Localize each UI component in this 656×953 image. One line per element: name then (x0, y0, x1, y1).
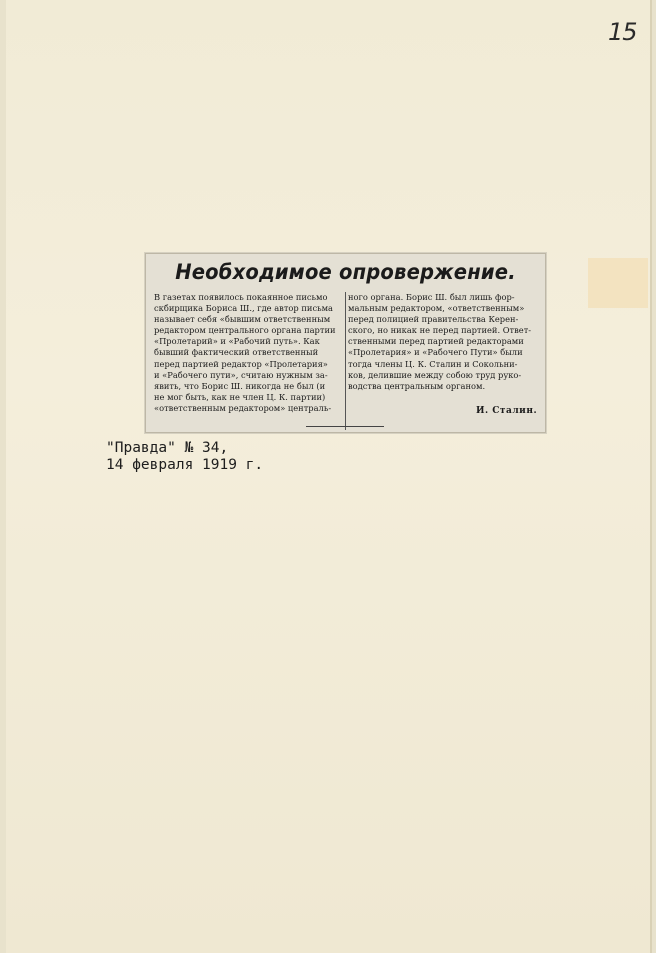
column-2-line: ков, делившие между собою труд руко- (348, 369, 522, 380)
column-1-line: В газетах появилось покаянное письмо (154, 292, 328, 302)
newspaper-clipping (145, 253, 546, 433)
page-number: 15 (608, 18, 637, 46)
column-1-line: бывший фактический ответственный (154, 347, 319, 358)
source-note (106, 440, 263, 474)
column-1-line: называет себя «бывшим ответственным (154, 314, 331, 325)
column-1-line: редактором центрального органа партии (154, 325, 336, 336)
archive-sheet (6, 0, 652, 953)
column-2-line: ного органа. Борис Ш. был лишь фор- (348, 292, 515, 302)
source-note-line-1: "Правда" № 34, (106, 440, 229, 456)
column-1-line: скбирщика Бориса Ш., где автор письма (154, 303, 334, 314)
column-2-line: «Пролетария» и «Рабочего Пути» были (348, 347, 523, 358)
column-divider (345, 292, 346, 430)
column-2-line: мальным редактором, «ответственным» (348, 303, 525, 314)
clipping-signature: И. Сталин. (476, 406, 538, 416)
tape-strip (588, 258, 648, 308)
column-1-line: и «Рабочего пути», считаю нужным за- (154, 369, 328, 380)
column-2-line: тогда члены Ц. К. Сталин и Сокольни- (348, 358, 518, 369)
column-1-line: «ответственным редактором» централь- (154, 402, 332, 413)
clipping-headline: Необходимое опровержение. (175, 260, 516, 284)
column-2-line: водства центральным органом. (348, 380, 486, 391)
column-1-line: перед партией редактор «Пролетария» (154, 358, 328, 369)
clipping-bottom-rule (306, 426, 384, 427)
column-1-line: не мог быть, как не член Ц. К. партии) (154, 391, 326, 402)
column-1-line: «Пролетарий» и «Рабочий путь». Как (154, 336, 320, 347)
column-2-line: перед полицией правительства Керен- (348, 314, 519, 325)
clipping-column-2 (348, 292, 538, 392)
clipping-column-1 (154, 292, 344, 414)
column-1-line: явить, что Борис Ш. никогда не был (и (154, 380, 326, 391)
source-note-line-2: 14 февраля 1919 г. (106, 457, 264, 473)
column-2-line: ственными перед партией редакторами (348, 336, 524, 347)
column-2-line: ского, но никак не перед партией. Ответ- (348, 325, 532, 336)
